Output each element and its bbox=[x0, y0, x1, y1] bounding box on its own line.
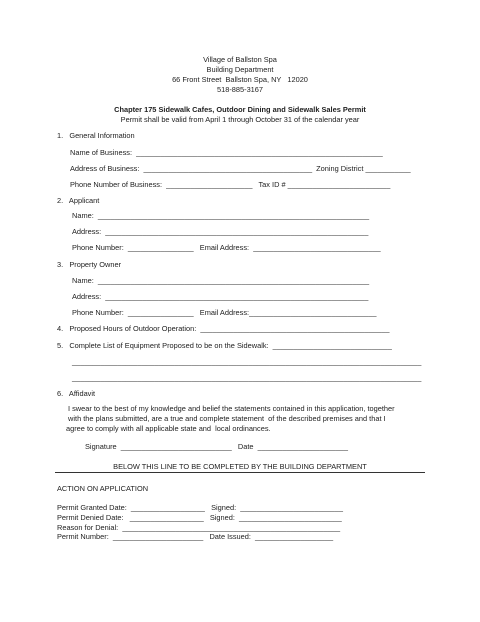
department-use-notice: BELOW THIS LINE TO BE COMPLETED BY THE BUILDING DEPARTMENT bbox=[113, 462, 367, 471]
permit-granted-field[interactable]: Permit Granted Date: __________________ Signed: _________________________ bbox=[57, 503, 344, 512]
permit-denied-field[interactable]: Permit Denied Date: __________________ Signed: _________________________ bbox=[57, 513, 342, 522]
business-name-field[interactable]: Name of Business: ____________________________________________________________ bbox=[70, 148, 383, 157]
department-name: Building Department bbox=[206, 65, 274, 74]
affidavit-text-line-3: agree to comply with all applicable state and local ordinances. bbox=[66, 424, 271, 433]
form-title: Chapter 175 Sidewalk Cafes, Outdoor Dining and Sidewalk Sales Permit bbox=[114, 105, 366, 114]
affidavit-text-line-2: with the plans submitted, are a true and complete statement of the described premises and that I bbox=[66, 414, 386, 423]
office-phone: 518-885-3167 bbox=[216, 85, 264, 94]
action-on-application-heading: ACTION ON APPLICATION bbox=[57, 484, 149, 493]
office-name: Village of Ballston Spa bbox=[203, 55, 277, 64]
section-affidavit-heading: 6. Affidavit bbox=[57, 389, 96, 398]
section-applicant-heading: 2. Applicant bbox=[57, 196, 100, 205]
signature-date-field[interactable]: Signature ___________________________ Date ______________________ bbox=[85, 442, 349, 451]
form-subtitle: Permit shall be valid from April 1 through October 31 of the calendar year bbox=[120, 115, 360, 124]
applicant-address-field[interactable]: Address: ________________________________________________________________ bbox=[72, 227, 369, 236]
equipment-list-line-1[interactable]: _____________________________________________________________________________________ bbox=[72, 357, 422, 366]
applicant-name-field[interactable]: Name: __________________________________________________________________ bbox=[72, 211, 370, 220]
permit-number-field[interactable]: Permit Number: ______________________ Date Issued: ___________________ bbox=[57, 532, 334, 541]
owner-address-field[interactable]: Address: ________________________________________________________________ bbox=[72, 292, 369, 301]
office-address: 66 Front Street Ballston Spa, NY 12020 bbox=[172, 75, 308, 84]
equipment-list-field[interactable]: 5. Complete List of Equipment Proposed to be on the Sidewalk: _____________________________ bbox=[57, 341, 392, 350]
owner-phone-email-field[interactable]: Phone Number: ________________ Email Address:_______________________________ bbox=[72, 308, 377, 317]
denial-reason-field[interactable]: Reason for Denial: _____________________________________________________ bbox=[57, 523, 341, 532]
equipment-list-line-2[interactable]: _____________________________________________________________________________________ bbox=[72, 373, 422, 382]
divider-line bbox=[55, 472, 425, 473]
business-phone-taxid-field[interactable]: Phone Number of Business: _____________________ Tax ID # _________________________ bbox=[70, 180, 391, 189]
applicant-phone-email-field[interactable]: Phone Number: ________________ Email Address: _______________________________ bbox=[72, 243, 381, 252]
affidavit-text-line-1: I swear to the best of my knowledge and belief the statements contained in this application, together bbox=[68, 404, 395, 413]
owner-name-field[interactable]: Name: __________________________________________________________________ bbox=[72, 276, 370, 285]
section-property-owner-heading: 3. Property Owner bbox=[57, 260, 122, 269]
hours-of-operation-field[interactable]: 4. Proposed Hours of Outdoor Operation: ______________________________________________ bbox=[57, 324, 390, 333]
business-address-field[interactable]: Address of Business: _________________________________________ Zoning District ___________ bbox=[70, 164, 411, 173]
section-general-information-heading: 1. General Information bbox=[57, 131, 135, 140]
